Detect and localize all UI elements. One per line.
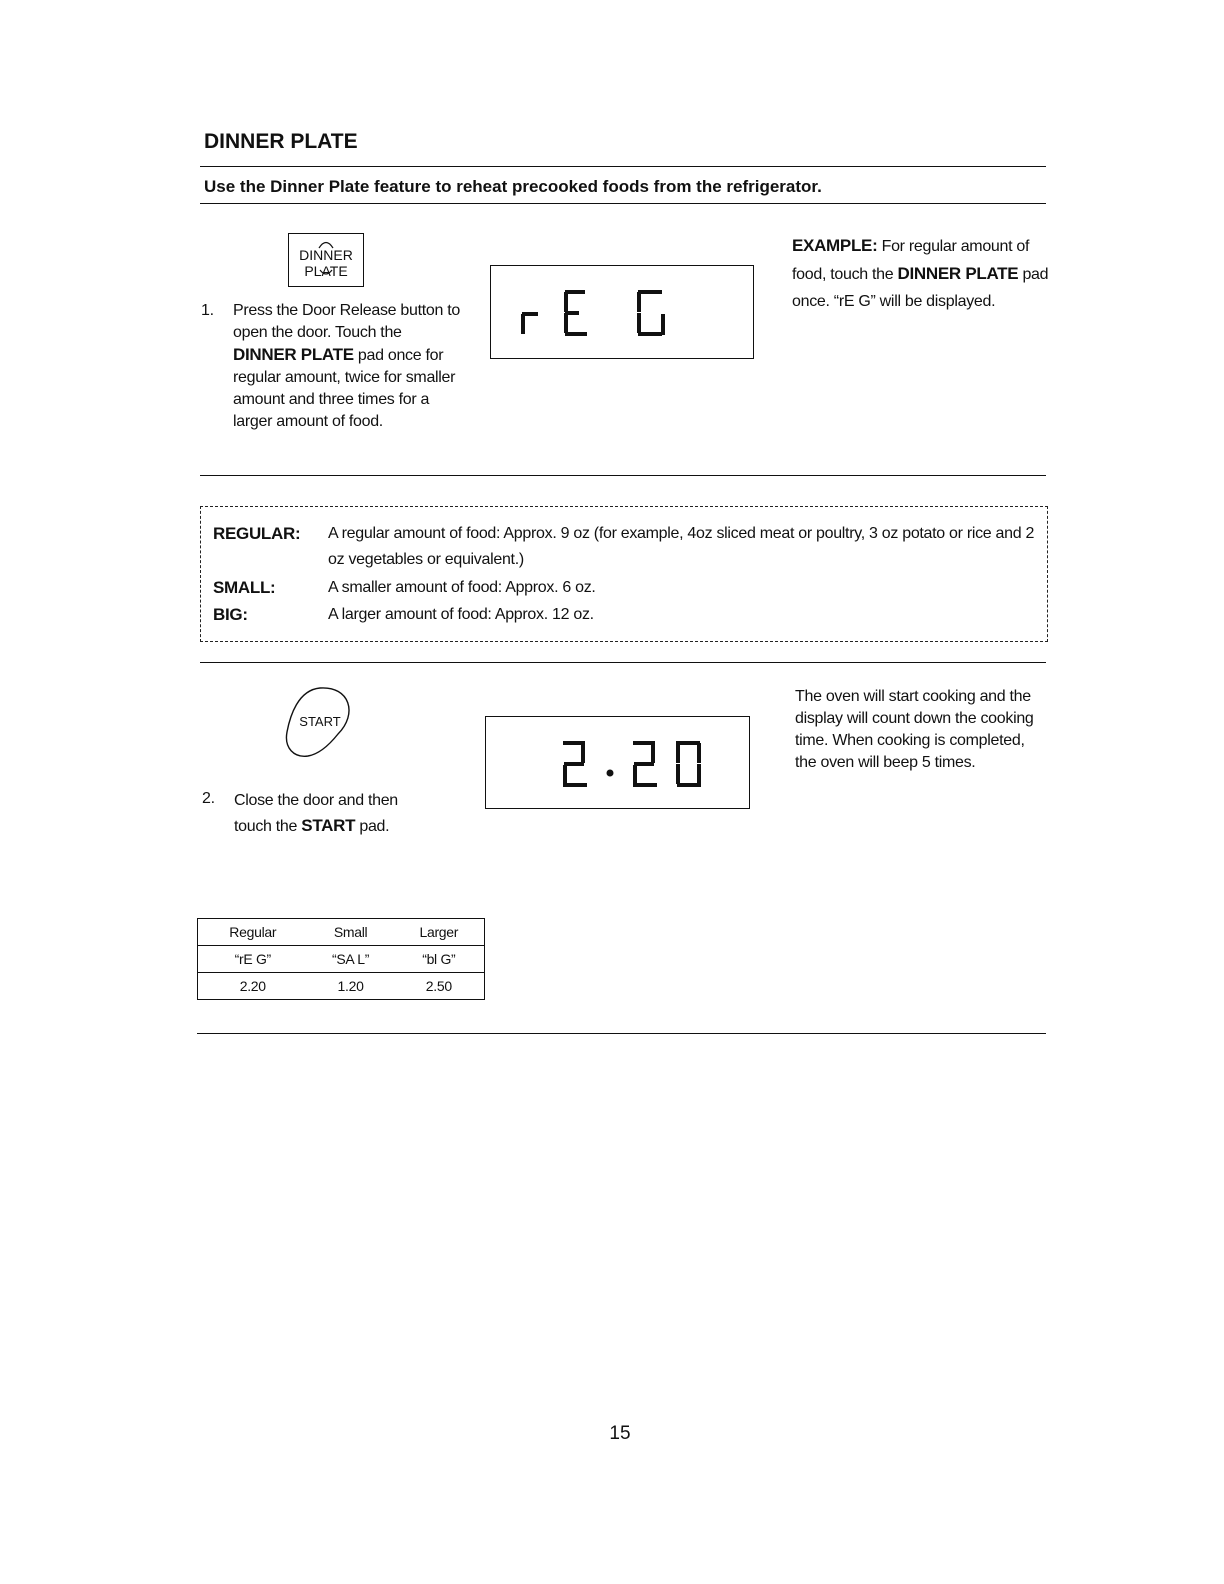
page-number: 15	[609, 1423, 631, 1444]
table-header-cell: Small	[333, 924, 368, 940]
section-rule-3	[197, 1033, 1046, 1034]
definition-term: BIG:	[213, 605, 248, 624]
table-cell: 2.50	[394, 973, 485, 1000]
subtitle: Use the Dinner Plate feature to reheat precooked foods from the refrigerator.	[204, 177, 822, 196]
table-cell: “bl G”	[394, 946, 485, 973]
step-2-number: 2.	[202, 790, 215, 807]
example-text-a: For regular amount of food, touch the	[792, 238, 1030, 283]
step-1-bold: DINNER PLATE	[233, 345, 354, 364]
result-table	[197, 918, 485, 1000]
start-pad-label: START	[299, 714, 341, 729]
table-row	[198, 946, 485, 973]
display-reg	[490, 265, 754, 359]
lcd-digits-reg	[491, 266, 753, 358]
page-title: DINNER PLATE	[204, 130, 358, 153]
definition-term: REGULAR:	[213, 524, 301, 543]
table-cell: “rE G”	[198, 946, 308, 973]
subtitle-rule	[200, 203, 1046, 204]
definition-desc: A smaller amount of food: Approx. 6 oz.	[328, 579, 596, 596]
table-header-row	[198, 919, 485, 946]
step-2-text-a: Close the door and then touch the	[234, 792, 398, 835]
oven-countdown-text: The oven will start cooking and the display will count down the cooking time. When cooking is completed, the oven will beep 5 times.	[795, 688, 1034, 771]
pad-label-line1: DINNER	[299, 247, 353, 263]
table-row	[198, 973, 485, 1000]
step-1-text-b: pad once for regular amount, twice for smaller amount and three times for a larger amount of food.	[233, 347, 456, 430]
step-1	[201, 300, 461, 433]
display-time	[485, 716, 750, 809]
amount-definitions-box	[200, 506, 1048, 642]
table-cell: 2.20	[198, 973, 308, 1000]
dinner-plate-pad-label	[289, 247, 363, 279]
table-cell: 1.20	[308, 973, 394, 1000]
title-rule	[200, 166, 1046, 167]
lcd-digits-time	[486, 717, 749, 808]
table-header-cell: Regular	[229, 924, 277, 940]
table-cell: “SA L”	[308, 946, 394, 973]
example-text	[792, 232, 1052, 315]
dinner-plate-pad[interactable]	[288, 233, 364, 287]
definition-desc: A larger amount of food: Approx. 12 oz.	[328, 606, 594, 623]
start-pad[interactable]	[284, 686, 356, 758]
step-2-text-b: pad.	[359, 818, 390, 835]
definition-desc: A regular amount of food: Approx. 9 oz (for example, 4oz sliced meat or poultry, 3 oz potato or rice and 2 oz vegetables or equivalent.)	[328, 525, 1035, 568]
definition-term: SMALL:	[213, 578, 276, 597]
section-rule-1	[200, 475, 1046, 476]
section-rule-2	[200, 662, 1046, 663]
step-1-number: 1.	[201, 302, 214, 319]
example-label: EXAMPLE:	[792, 236, 878, 255]
step-2-bold: START	[301, 816, 356, 835]
table-header-cell: Larger	[419, 924, 459, 940]
step-2	[202, 788, 417, 839]
example-text-b: pad once. “rE G” will be displayed.	[792, 266, 1049, 310]
example-bold: DINNER PLATE	[897, 264, 1019, 283]
pad-label-line2: PLATE	[304, 263, 348, 279]
step-1-text-a: Press the Door Release button to open the door. Touch the	[233, 302, 460, 341]
